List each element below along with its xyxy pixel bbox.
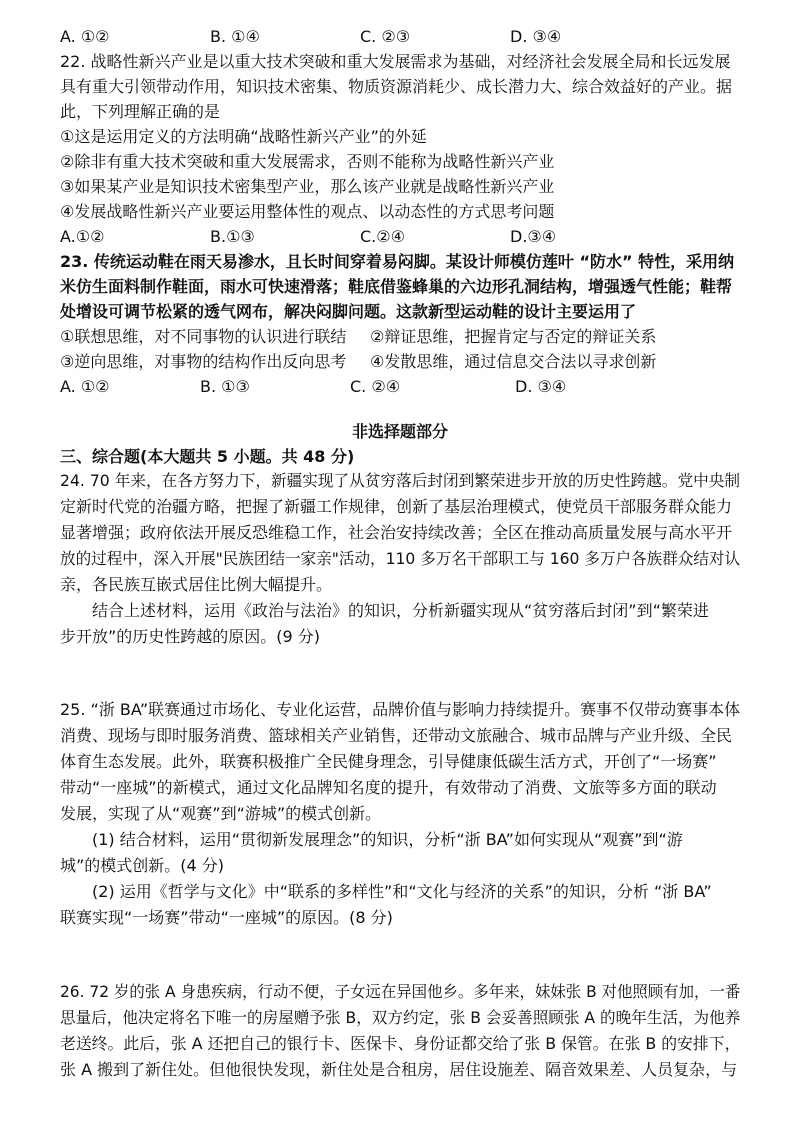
q22-item-4: ④发展战略性新兴产业要运用整体性的观点、以动态性的方式思考问题 xyxy=(60,202,555,221)
q25-line: 带动“一座城”的新模式，通过文化品牌知名度的提升，有效带动了消费、文旅等多方面的联动 xyxy=(60,778,717,797)
q25-subquestion-1: 城”的模式创新。(4 分) xyxy=(60,856,225,875)
q23-item-1: ①联想思维，对不同事物的认识进行联结 xyxy=(60,327,347,346)
q25-subquestion-1: (1) 结合材料，运用“贯彻新发展理念”的知识，分析“浙 BA”如何实现从“观赛”到“游 xyxy=(92,830,683,849)
q22-option-b: B.①③ xyxy=(210,227,255,246)
q23-option-a: A. ①② xyxy=(60,377,110,396)
section-heading: 三、综合题(本大题共 5 小题。共 48 分) xyxy=(60,447,355,466)
q25-subquestion-2: 联赛实现“一场赛”带动“一座城”的原因。(8 分) xyxy=(60,908,393,927)
q24-line: 显著增强；政府依法开展反恐维稳工作，社会治安持续改善；全区在推动高质量发展与高水平开 xyxy=(60,523,733,542)
q23-item-3: ③逆向思维，对事物的结构作出反向思考 xyxy=(60,352,347,371)
q21-option-b: B. ①④ xyxy=(210,27,260,46)
q22-stem-line: 22. 战略性新兴产业是以重大技术突破和重大发展需求为基础，对经济社会发展全局和长远发展 xyxy=(60,52,731,71)
q23-stem-line: 米仿生面料制作鞋面，雨水可快速滑落；鞋底借鉴蜂巢的六边形孔洞结构，增强透气性能；鞋帮 xyxy=(60,277,733,296)
q22-item-3: ③如果某产业是知识技术密集型产业，那么该产业就是战略性新兴产业 xyxy=(60,177,555,196)
q23-option-d: D. ③④ xyxy=(515,377,567,396)
q24-line: 亲，各民族互嵌式居住比例大幅提升。 xyxy=(60,575,333,594)
q23-option-c: C. ②④ xyxy=(350,377,401,396)
q22-stem-line: 具有重大引领带动作用，知识技术密集、物质资源消耗少、成长潜力大、综合效益好的产业。据 xyxy=(60,77,733,96)
q22-option-a: A.①② xyxy=(60,227,105,246)
q21-option-d: D. ③④ xyxy=(510,27,562,46)
q24-question-line: 步开放”的历史性跨越的原因。(9 分) xyxy=(60,627,321,646)
q25-line: 消费、现场与即时服务消费、篮球相关产业销售，还带动文旅融合、城市品牌与产业升级、全民 xyxy=(60,726,733,745)
q22-option-d: D.③④ xyxy=(510,227,557,246)
q22-stem-line: 此，下列理解正确的是 xyxy=(60,102,221,121)
q23-stem-line: 23. 传统运动鞋在雨天易渗水，且长时间穿着易闷脚。某设计师模仿莲叶 “防水” 特性，采用纳 xyxy=(60,252,735,271)
q24-line: 放的过程中，深入开展"民族团结一家亲"活动，110 多万名干部职工与 160 多万户各族群众结对认 xyxy=(60,549,741,568)
q23-item-2: ②辩证思维，把握肯定与否定的辩证关系 xyxy=(370,327,657,346)
q24-line: 24. 70 年来，在各方努力下，新疆实现了从贫穷落后封闭到繁荣进步开放的历史性跨越。党中央制 xyxy=(60,471,740,490)
q25-line: 25. “浙 BA”联赛通过市场化、专业化运营，品牌价值与影响力持续提升。赛事不仅带动赛事本体 xyxy=(60,700,741,719)
q26-line: 思量后，他决定将名下唯一的房屋赠予张 B，双方约定，张 B 会妥善照顾张 A 的晚年生活，为他养 xyxy=(60,1008,741,1027)
q23-item-4: ④发散思维，通过信息交合法以寻求创新 xyxy=(370,352,657,371)
q23-stem-line: 处增设可调节松紧的透气网布，解决闷脚问题。这款新型运动鞋的设计主要运用了 xyxy=(60,302,637,321)
q25-subquestion-2: (2) 运用《哲学与文化》中“联系的多样性”和“文化与经济的关系”的知识，分析 “浙 BA” xyxy=(92,882,712,901)
q24-line: 定新时代党的治疆方略，把握了新疆工作规律，创新了基层治理模式，使党员干部服务群众能力 xyxy=(60,497,733,516)
q22-item-1: ①这是运用定义的方法明确“战略性新兴产业”的外延 xyxy=(60,127,427,146)
q22-item-2: ②除非有重大技术突破和重大发展需求，否则不能称为战略性新兴产业 xyxy=(60,152,555,171)
section-title: 非选择题部分 xyxy=(351,422,448,441)
q25-line: 发展，实现了从“观赛”到“游城”的模式创新。 xyxy=(60,804,382,823)
q24-question-line: 结合上述材料，运用《政治与法治》的知识，分析新疆实现从“贫穷落后封闭”到“繁荣进 xyxy=(92,601,709,620)
q26-line: 老送终。此后，张 A 还把自己的银行卡、医保卡、身份证都交给了张 B 保管。在张 B 的安排下， xyxy=(60,1034,741,1053)
q23-option-b: B. ①③ xyxy=(200,377,250,396)
q21-option-c: C. ②③ xyxy=(360,27,411,46)
q25-line: 体育生态发展。此外，联赛积极推广全民健身理念，引导健康低碳生活方式，开创了“一场赛” xyxy=(60,752,717,771)
q21-option-a: A. ①② xyxy=(60,27,110,46)
q26-line: 26. 72 岁的张 A 身患疾病，行动不便，子女远在异国他乡。多年来，妹妹张 B 对他照顾有加，一番 xyxy=(60,982,741,1001)
q22-option-c: C.②④ xyxy=(360,227,405,246)
q26-line: 张 A 搬到了新住处。但他很快发现，新住处是合租房，居住设施差、隔音效果差、人员复杂，与 xyxy=(60,1060,738,1079)
